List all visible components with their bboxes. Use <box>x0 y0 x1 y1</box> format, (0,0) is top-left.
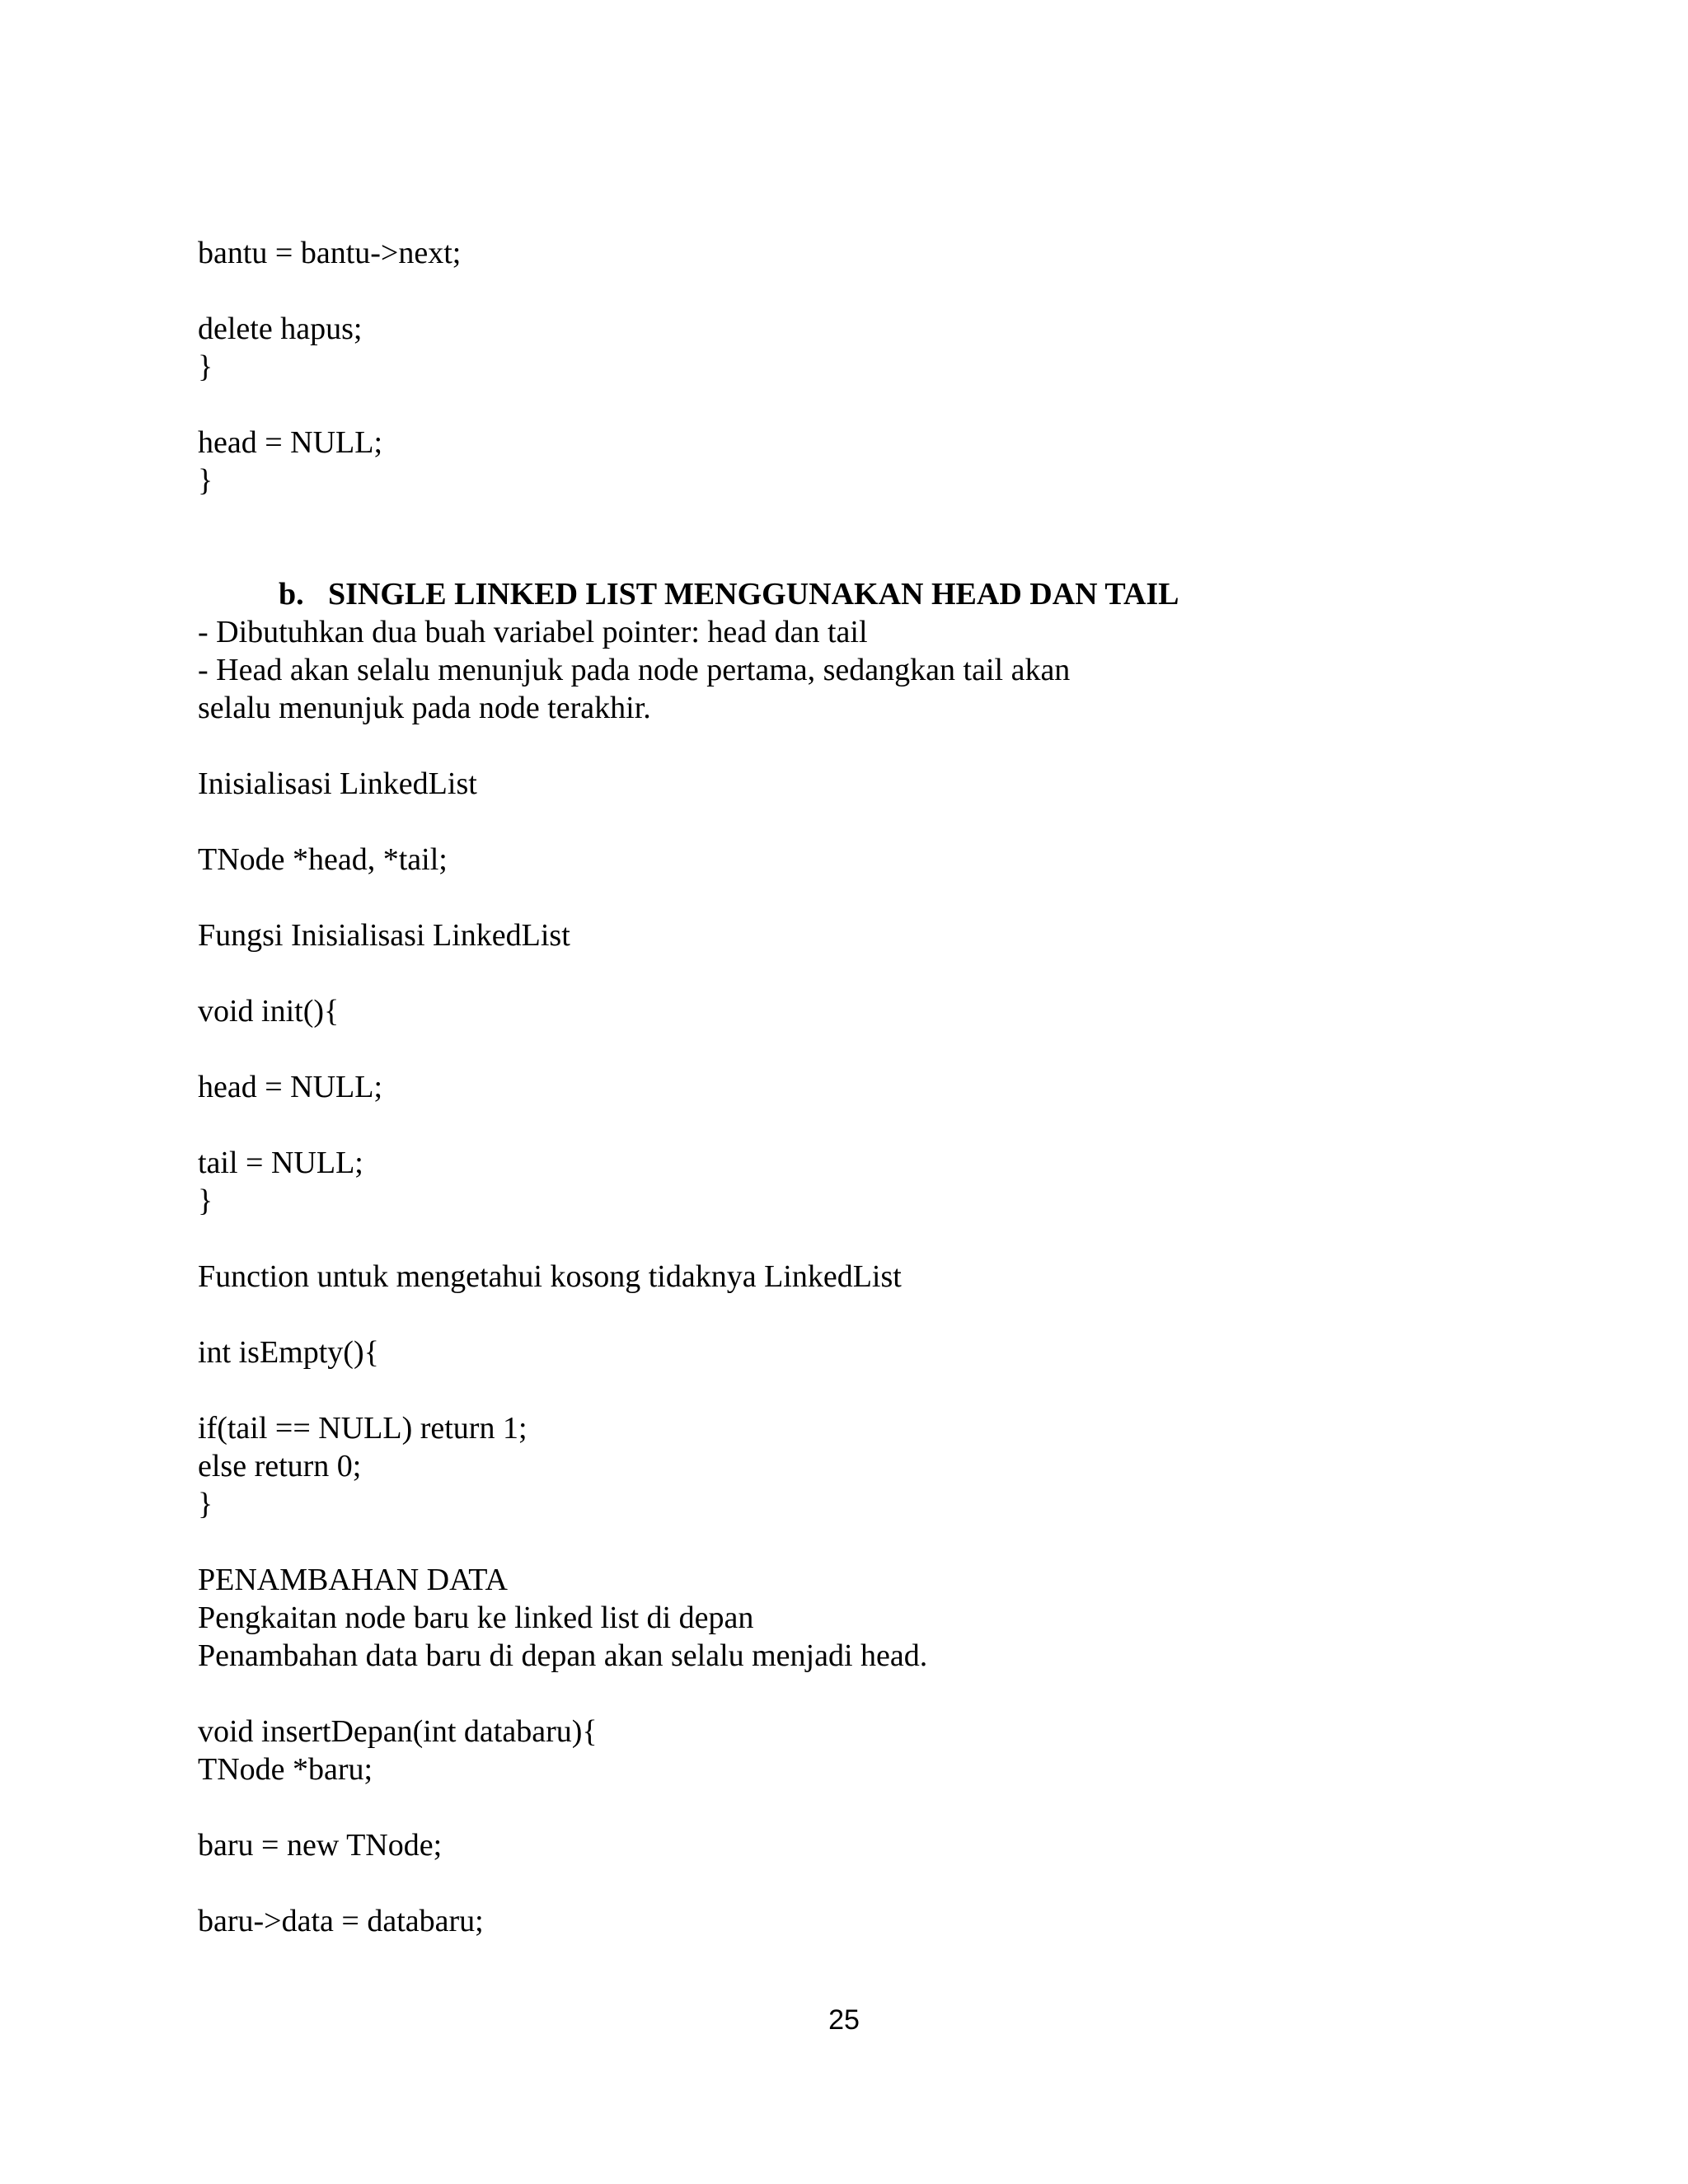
text-line: - Head akan selalu menunjuk pada node pertama, sedangkan tail akan <box>198 653 1071 687</box>
code-line: int isEmpty(){ <box>198 1335 379 1370</box>
text-line: Inisialisasi LinkedList <box>198 766 477 801</box>
text-line: Penambahan data baru di depan akan selalu menjadi head. <box>198 1638 928 1673</box>
code-line: tail = NULL; <box>198 1146 363 1180</box>
code-line: delete hapus; <box>198 312 363 346</box>
section-title: SINGLE LINKED LIST MENGGUNAKAN HEAD DAN TAIL <box>328 577 1179 612</box>
text-line: - Dibutuhkan dua buah variabel pointer: head dan tail <box>198 615 868 649</box>
code-line: } <box>198 1487 213 1521</box>
code-line: baru->data = databaru; <box>198 1904 484 1938</box>
code-line: void insertDepan(int databaru){ <box>198 1714 598 1749</box>
code-line: } <box>198 463 213 498</box>
text-line: Function untuk mengetahui kosong tidaknya LinkedList <box>198 1259 902 1294</box>
code-line: head = NULL; <box>198 425 383 460</box>
code-line: } <box>198 1183 213 1218</box>
code-line: else return 0; <box>198 1449 362 1483</box>
text-line: selalu menunjuk pada node terakhir. <box>198 691 651 725</box>
text-line: Fungsi Inisialisasi LinkedList <box>198 918 570 953</box>
code-line: } <box>198 349 213 384</box>
code-line: head = NULL; <box>198 1070 383 1104</box>
text-line: Pengkaitan node baru ke linked list di depan <box>198 1601 754 1635</box>
code-line: if(tail == NULL) return 1; <box>198 1411 528 1446</box>
code-line: TNode *baru; <box>198 1752 373 1787</box>
code-line: TNode *head, *tail; <box>198 842 448 877</box>
code-line: baru = new TNode; <box>198 1828 443 1863</box>
text-line: PENAMBAHAN DATA <box>198 1563 508 1597</box>
section-marker: b. <box>279 577 304 612</box>
page-number: 25 <box>828 2004 860 2036</box>
code-line: bantu = bantu->next; <box>198 236 462 270</box>
code-line: void init(){ <box>198 994 340 1029</box>
